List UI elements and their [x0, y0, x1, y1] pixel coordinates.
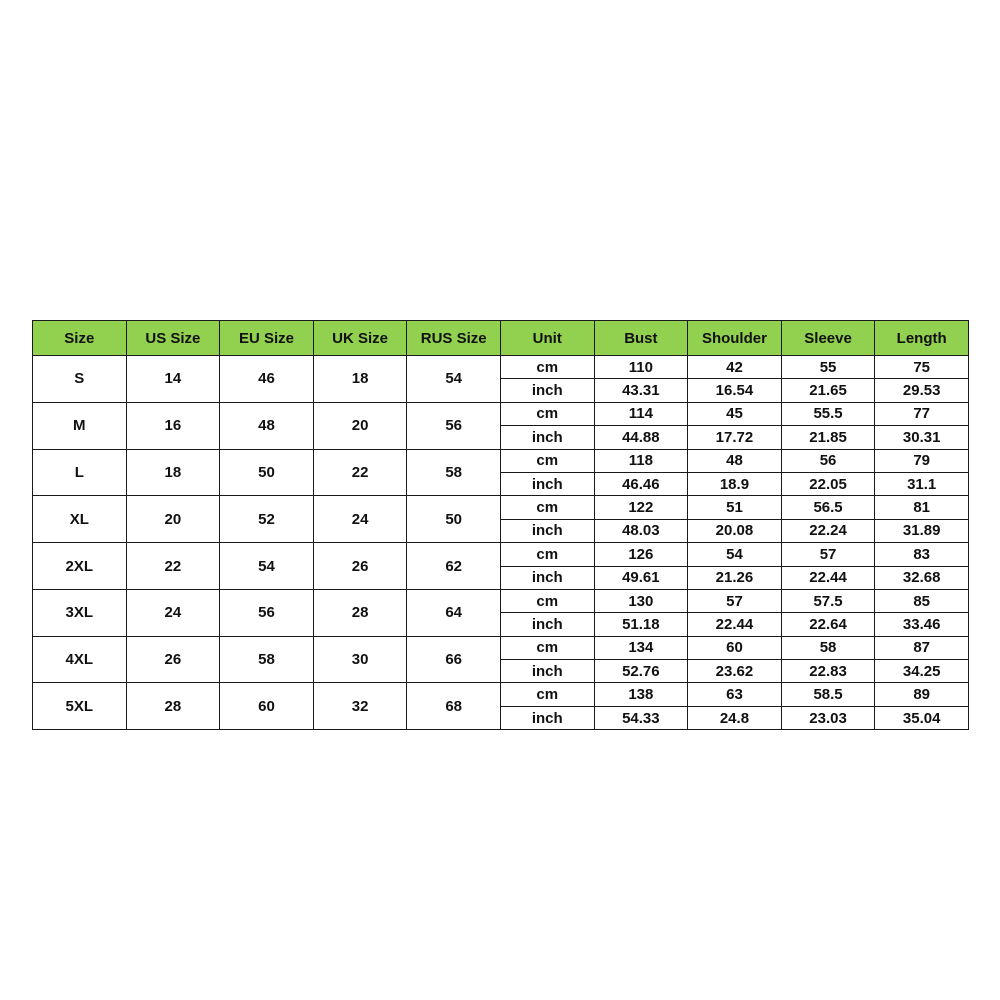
size-cell: L: [33, 449, 127, 496]
us-size-cell: 24: [126, 589, 220, 636]
size-cell: 4XL: [33, 636, 127, 683]
bust-cm-cell: 126: [594, 543, 688, 566]
eu-size-cell: 52: [220, 496, 314, 543]
size-cell: 2XL: [33, 543, 127, 590]
table-row-cm: [33, 589, 969, 612]
uk-size-cell: 30: [313, 636, 407, 683]
column-header-shoulder: Shoulder: [688, 321, 782, 356]
us-size-cell: 14: [126, 356, 220, 403]
unit-inch-cell: inch: [500, 706, 594, 729]
us-size-cell: 26: [126, 636, 220, 683]
length-inch-cell: 32.68: [875, 566, 969, 589]
uk-size-cell: 18: [313, 356, 407, 403]
column-header-sleeve: Sleeve: [781, 321, 875, 356]
sleeve-cm-cell: 57: [781, 543, 875, 566]
unit-inch-cell: inch: [500, 566, 594, 589]
column-header-eu-size: EU Size: [220, 321, 314, 356]
bust-inch-cell: 48.03: [594, 519, 688, 542]
table-row-cm: [33, 496, 969, 519]
sleeve-inch-cell: 23.03: [781, 706, 875, 729]
length-cm-cell: 77: [875, 402, 969, 425]
shoulder-inch-cell: 24.8: [688, 706, 782, 729]
eu-size-cell: 50: [220, 449, 314, 496]
length-cm-cell: 81: [875, 496, 969, 519]
shoulder-inch-cell: 21.26: [688, 566, 782, 589]
us-size-cell: 16: [126, 402, 220, 449]
unit-cm-cell: cm: [500, 589, 594, 612]
unit-inch-cell: inch: [500, 426, 594, 449]
shoulder-cm-cell: 57: [688, 589, 782, 612]
sleeve-cm-cell: 55: [781, 356, 875, 379]
rus-size-cell: 56: [407, 402, 501, 449]
eu-size-cell: 60: [220, 683, 314, 730]
rus-size-cell: 54: [407, 356, 501, 403]
shoulder-inch-cell: 23.62: [688, 660, 782, 683]
shoulder-inch-cell: 22.44: [688, 613, 782, 636]
column-header-unit: Unit: [500, 321, 594, 356]
shoulder-cm-cell: 48: [688, 449, 782, 472]
rus-size-cell: 58: [407, 449, 501, 496]
bust-inch-cell: 44.88: [594, 426, 688, 449]
column-header-us-size: US Size: [126, 321, 220, 356]
unit-cm-cell: cm: [500, 683, 594, 706]
table-row-cm: [33, 543, 969, 566]
us-size-cell: 28: [126, 683, 220, 730]
uk-size-cell: 24: [313, 496, 407, 543]
length-cm-cell: 83: [875, 543, 969, 566]
unit-cm-cell: cm: [500, 402, 594, 425]
unit-inch-cell: inch: [500, 472, 594, 495]
column-header-bust: Bust: [594, 321, 688, 356]
us-size-cell: 22: [126, 543, 220, 590]
column-header-uk-size: UK Size: [313, 321, 407, 356]
sleeve-inch-cell: 21.85: [781, 426, 875, 449]
column-header-rus-size: RUS Size: [407, 321, 501, 356]
size-cell: S: [33, 356, 127, 403]
sleeve-inch-cell: 22.44: [781, 566, 875, 589]
sleeve-inch-cell: 21.65: [781, 379, 875, 402]
shoulder-cm-cell: 42: [688, 356, 782, 379]
bust-inch-cell: 51.18: [594, 613, 688, 636]
table-row-cm: [33, 356, 969, 379]
shoulder-inch-cell: 16.54: [688, 379, 782, 402]
shoulder-inch-cell: 18.9: [688, 472, 782, 495]
unit-cm-cell: cm: [500, 356, 594, 379]
size-cell: 5XL: [33, 683, 127, 730]
column-header-length: Length: [875, 321, 969, 356]
unit-inch-cell: inch: [500, 613, 594, 636]
bust-cm-cell: 110: [594, 356, 688, 379]
length-cm-cell: 79: [875, 449, 969, 472]
rus-size-cell: 62: [407, 543, 501, 590]
length-inch-cell: 30.31: [875, 426, 969, 449]
bust-cm-cell: 138: [594, 683, 688, 706]
eu-size-cell: 48: [220, 402, 314, 449]
size-cell: XL: [33, 496, 127, 543]
sleeve-cm-cell: 55.5: [781, 402, 875, 425]
sleeve-inch-cell: 22.64: [781, 613, 875, 636]
unit-cm-cell: cm: [500, 496, 594, 519]
length-cm-cell: 87: [875, 636, 969, 659]
eu-size-cell: 54: [220, 543, 314, 590]
length-inch-cell: 33.46: [875, 613, 969, 636]
length-cm-cell: 89: [875, 683, 969, 706]
bust-cm-cell: 134: [594, 636, 688, 659]
size-chart-table: [32, 320, 969, 730]
column-header-size: Size: [33, 321, 127, 356]
unit-cm-cell: cm: [500, 543, 594, 566]
size-cell: 3XL: [33, 589, 127, 636]
sleeve-inch-cell: 22.24: [781, 519, 875, 542]
uk-size-cell: 26: [313, 543, 407, 590]
shoulder-cm-cell: 51: [688, 496, 782, 519]
shoulder-cm-cell: 54: [688, 543, 782, 566]
shoulder-cm-cell: 60: [688, 636, 782, 659]
sleeve-inch-cell: 22.83: [781, 660, 875, 683]
unit-inch-cell: inch: [500, 379, 594, 402]
unit-inch-cell: inch: [500, 519, 594, 542]
unit-inch-cell: inch: [500, 660, 594, 683]
bust-cm-cell: 122: [594, 496, 688, 519]
shoulder-cm-cell: 45: [688, 402, 782, 425]
table-row-cm: [33, 402, 969, 425]
bust-inch-cell: 46.46: [594, 472, 688, 495]
header-row: [33, 321, 969, 356]
bust-inch-cell: 49.61: [594, 566, 688, 589]
sleeve-inch-cell: 22.05: [781, 472, 875, 495]
eu-size-cell: 56: [220, 589, 314, 636]
uk-size-cell: 32: [313, 683, 407, 730]
table-header: [33, 321, 969, 356]
unit-cm-cell: cm: [500, 636, 594, 659]
bust-inch-cell: 52.76: [594, 660, 688, 683]
sleeve-cm-cell: 56.5: [781, 496, 875, 519]
uk-size-cell: 28: [313, 589, 407, 636]
bust-cm-cell: 130: [594, 589, 688, 612]
sleeve-cm-cell: 58.5: [781, 683, 875, 706]
length-inch-cell: 31.1: [875, 472, 969, 495]
length-inch-cell: 34.25: [875, 660, 969, 683]
shoulder-inch-cell: 20.08: [688, 519, 782, 542]
bust-inch-cell: 54.33: [594, 706, 688, 729]
rus-size-cell: 64: [407, 589, 501, 636]
eu-size-cell: 46: [220, 356, 314, 403]
rus-size-cell: 50: [407, 496, 501, 543]
uk-size-cell: 20: [313, 402, 407, 449]
unit-cm-cell: cm: [500, 449, 594, 472]
table-row-cm: [33, 449, 969, 472]
shoulder-inch-cell: 17.72: [688, 426, 782, 449]
us-size-cell: 18: [126, 449, 220, 496]
length-cm-cell: 85: [875, 589, 969, 612]
size-cell: M: [33, 402, 127, 449]
length-inch-cell: 29.53: [875, 379, 969, 402]
sleeve-cm-cell: 57.5: [781, 589, 875, 612]
length-cm-cell: 75: [875, 356, 969, 379]
bust-cm-cell: 118: [594, 449, 688, 472]
table-body: [33, 356, 969, 730]
rus-size-cell: 66: [407, 636, 501, 683]
bust-inch-cell: 43.31: [594, 379, 688, 402]
eu-size-cell: 58: [220, 636, 314, 683]
bust-cm-cell: 114: [594, 402, 688, 425]
length-inch-cell: 35.04: [875, 706, 969, 729]
sleeve-cm-cell: 56: [781, 449, 875, 472]
us-size-cell: 20: [126, 496, 220, 543]
sleeve-cm-cell: 58: [781, 636, 875, 659]
rus-size-cell: 68: [407, 683, 501, 730]
table-row-cm: [33, 683, 969, 706]
uk-size-cell: 22: [313, 449, 407, 496]
table-row-cm: [33, 636, 969, 659]
shoulder-cm-cell: 63: [688, 683, 782, 706]
length-inch-cell: 31.89: [875, 519, 969, 542]
